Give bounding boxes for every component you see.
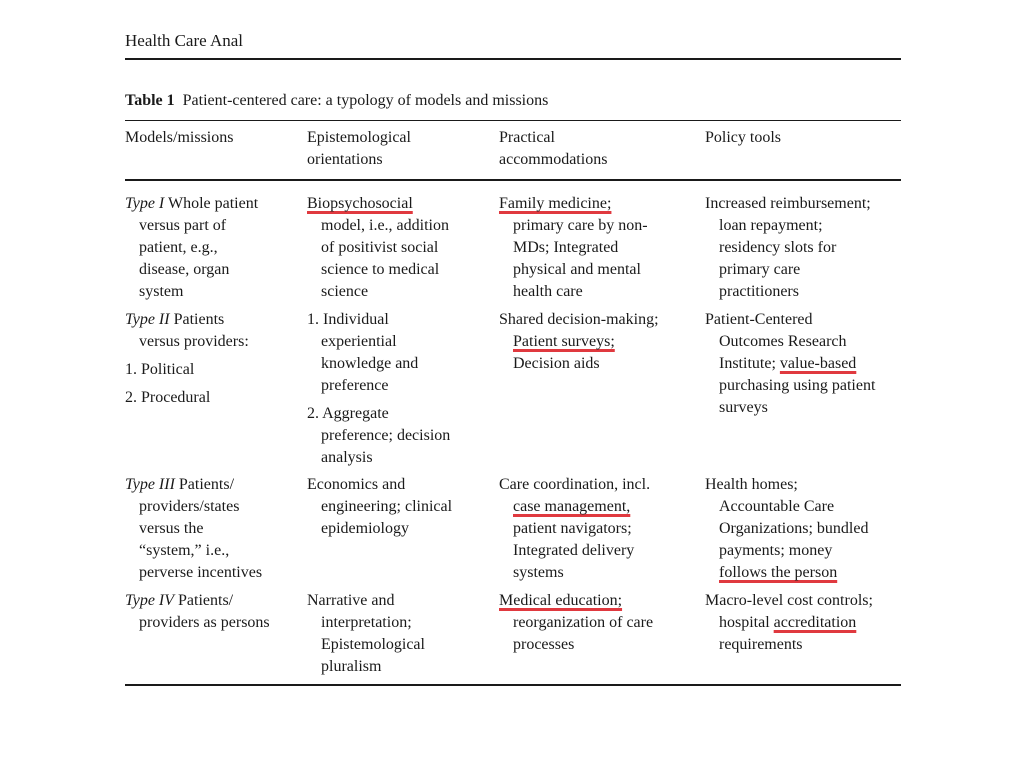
- cell-text: physical and mental: [513, 261, 641, 278]
- header-line: Policy tools: [705, 129, 782, 146]
- cell-text: Patients/: [178, 592, 234, 609]
- cell-text: patient, e.g.,: [139, 239, 218, 256]
- cell-text: primary care by non-: [513, 217, 648, 234]
- cell-text: Shared decision-making;: [499, 311, 659, 328]
- cell-text: purchasing using patient: [719, 377, 876, 394]
- cell-text: Economics and: [307, 476, 406, 493]
- cell-text: patient navigators;: [513, 520, 632, 537]
- row-type3-models: [125, 474, 262, 584]
- running-head: Health Care Anal: [125, 31, 244, 50]
- underlined-annotation: Patient surveys;: [513, 333, 615, 350]
- cell-text: Institute;: [719, 355, 776, 372]
- cell-text: pluralism: [321, 658, 382, 675]
- cell-text: MDs; Integrated: [513, 239, 619, 256]
- cell-text: versus part of: [139, 217, 227, 234]
- cell-text: preference: [321, 377, 389, 394]
- cell-text: surveys: [719, 399, 768, 416]
- cell-text: of positivist social: [321, 239, 439, 256]
- cell-text: disease, organ: [139, 261, 230, 278]
- cell-text: science to medical: [321, 261, 440, 278]
- cell-text: Whole patient: [167, 195, 259, 212]
- cell-text: Patients/: [178, 476, 235, 493]
- header-rule: [125, 58, 901, 60]
- cell-text: engineering; clinical: [321, 498, 453, 515]
- underlined-annotation: value-based: [779, 355, 857, 372]
- cell-text: Care coordination, incl.: [499, 476, 651, 493]
- cell-text: Macro-level cost controls;: [705, 592, 873, 609]
- table-header-rule: [125, 179, 901, 181]
- cell-text: epidemiology: [321, 520, 409, 537]
- cell-text: Integrated delivery: [513, 542, 635, 559]
- type-label: Type III: [125, 476, 175, 493]
- cell-text: experiential: [321, 333, 397, 350]
- table-top-rule: [125, 120, 901, 121]
- cell-text: “system,” i.e.,: [139, 542, 230, 559]
- cell-text: preference; decision: [321, 427, 451, 444]
- cell-text: health care: [513, 283, 583, 300]
- underlined-annotation: case management,: [513, 498, 631, 515]
- cell-text: hospital: [719, 614, 770, 631]
- row-type2-epistemological: [307, 309, 450, 469]
- row-type1-epistemological: [307, 193, 449, 303]
- header-line: Models/missions: [125, 129, 234, 146]
- cell-text: 1. Political: [125, 361, 195, 378]
- header-line: accommodations: [499, 151, 608, 168]
- row-type2-models: [125, 309, 249, 409]
- row-type1-policy: [705, 193, 871, 303]
- row-type3-epistemological: [307, 474, 452, 540]
- caption-text: Patient-centered care: a typology of models and missions: [182, 92, 549, 109]
- cell-text: primary care: [719, 261, 801, 278]
- cell-text: 2. Aggregate: [307, 405, 389, 422]
- column-header-epistemological: [307, 127, 411, 171]
- cell-text: versus providers:: [139, 333, 249, 350]
- cell-text: 1. Individual: [307, 311, 389, 328]
- cell-text: analysis: [321, 449, 373, 466]
- underlined-annotation: Biopsychosocial: [307, 195, 413, 212]
- type-label: Type I: [125, 195, 165, 212]
- underlined-annotation: follows the person: [719, 564, 838, 581]
- cell-text: providers as persons: [139, 614, 270, 631]
- caption-label: Table 1: [125, 92, 175, 109]
- cell-text: Patients: [173, 311, 225, 328]
- cell-text: knowledge and: [321, 355, 419, 372]
- cell-text: Narrative and: [307, 592, 395, 609]
- row-type1-models: [125, 193, 258, 303]
- table-caption: [125, 91, 548, 111]
- row-type4-policy: [705, 590, 873, 656]
- cell-text: interpretation;: [321, 614, 412, 631]
- table-bottom-rule: [125, 684, 901, 686]
- cell-text: Increased reimbursement;: [705, 195, 871, 212]
- row-type2-practical: [499, 309, 659, 375]
- cell-text: requirements: [719, 636, 803, 653]
- cell-text: Patient-Centered: [705, 311, 813, 328]
- cell-text: Decision aids: [513, 355, 600, 372]
- column-header-models: [125, 127, 233, 149]
- cell-text: versus the: [139, 520, 204, 537]
- cell-text: providers/states: [139, 498, 240, 515]
- underlined-annotation: accreditation: [773, 614, 857, 631]
- cell-text: practitioners: [719, 283, 799, 300]
- row-type2-policy: [705, 309, 875, 419]
- cell-text: reorganization of care: [513, 614, 654, 631]
- cell-text: Accountable Care: [719, 498, 835, 515]
- header-line: Epistemological: [307, 129, 411, 146]
- cell-text: residency slots for: [719, 239, 837, 256]
- underlined-annotation: Family medicine;: [499, 195, 612, 212]
- cell-text: loan repayment;: [719, 217, 823, 234]
- cell-text: systems: [513, 564, 564, 581]
- cell-text: Epistemological: [321, 636, 425, 653]
- type-label: Type IV: [125, 592, 175, 609]
- column-header-policy: [705, 127, 781, 149]
- cell-text: Health homes;: [705, 476, 798, 493]
- underlined-annotation: Medical education;: [499, 592, 623, 609]
- row-type4-practical: [499, 590, 653, 656]
- row-type4-epistemological: [307, 590, 425, 678]
- row-type1-practical: [499, 193, 648, 303]
- row-type4-models: [125, 590, 270, 634]
- row-type3-practical: [499, 474, 650, 584]
- cell-text: Organizations; bundled: [719, 520, 869, 537]
- cell-text: payments; money: [719, 542, 833, 559]
- cell-text: system: [139, 283, 184, 300]
- cell-text: 2. Procedural: [125, 389, 211, 406]
- cell-text: Outcomes Research: [719, 333, 847, 350]
- cell-text: processes: [513, 636, 575, 653]
- cell-text: science: [321, 283, 369, 300]
- column-header-practical: [499, 127, 607, 171]
- type-label: Type II: [125, 311, 170, 328]
- cell-text: model, i.e., addition: [321, 217, 449, 234]
- header-line: Practical: [499, 129, 555, 146]
- row-type3-policy: [705, 474, 868, 584]
- cell-text: perverse incentives: [139, 564, 263, 581]
- header-line: orientations: [307, 151, 383, 168]
